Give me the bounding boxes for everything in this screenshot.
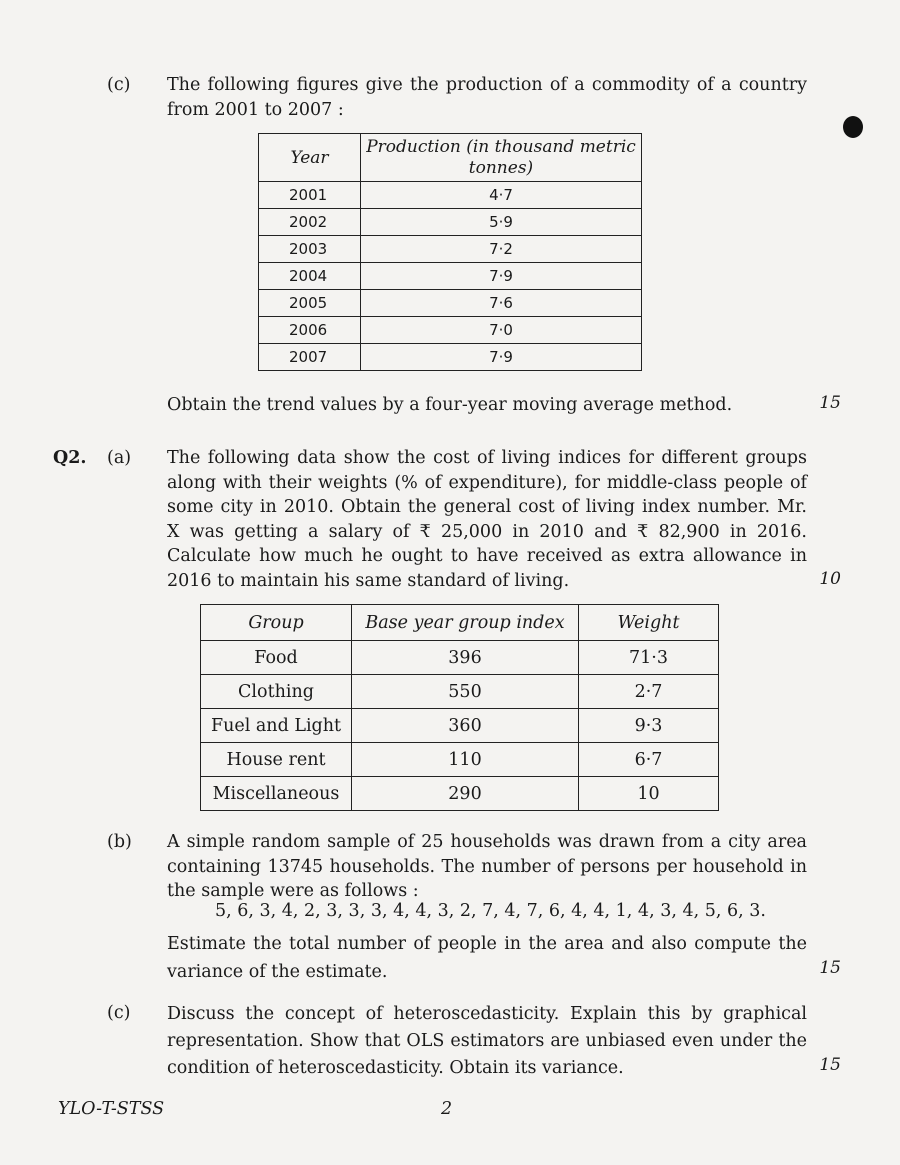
- q2a-marks: 10: [819, 569, 841, 589]
- table-row: [201, 709, 719, 743]
- group-cell: Miscellaneous: [201, 777, 352, 811]
- header-group: Group: [201, 605, 352, 641]
- q2b-label: (b): [107, 832, 132, 852]
- q2c-marks: 15: [819, 1055, 841, 1075]
- table-row: [201, 641, 719, 675]
- paper-code: YLO-T-STSS: [58, 1099, 165, 1119]
- header-weight: Weight: [579, 605, 719, 641]
- q2b-data: 5, 6, 3, 4, 2, 3, 3, 3, 4, 4, 3, 2, 7, 4, 7, 6, 4, 4, 1, 4, 3, 4, 5, 6, 3.: [215, 901, 766, 921]
- q1c-label: (c): [107, 75, 131, 95]
- weight-cell: 71·3: [579, 641, 719, 675]
- q1c-question: Obtain the trend values by a four-year moving average method.: [167, 395, 733, 415]
- table-row: [259, 236, 642, 263]
- header-year: Year: [259, 134, 361, 182]
- year-cell: 2002: [259, 209, 361, 236]
- value-cell: 7·0: [361, 317, 642, 344]
- table-row: [201, 743, 719, 777]
- value-cell: 5·9: [361, 209, 642, 236]
- index-cell: 290: [352, 777, 579, 811]
- table-row: [201, 675, 719, 709]
- production-table: [258, 133, 642, 371]
- value-cell: 7·2: [361, 236, 642, 263]
- index-cell: 550: [352, 675, 579, 709]
- weight-cell: 9·3: [579, 709, 719, 743]
- q2b-text: A simple random sample of 25 households was drawn from a city area containing 13745 households. The number of persons per household in the sample were as follows :: [167, 832, 807, 901]
- group-cell: Clothing: [201, 675, 352, 709]
- year-cell: 2004: [259, 263, 361, 290]
- table-row: [259, 263, 642, 290]
- page-number: 2: [441, 1099, 453, 1119]
- cost-of-living-table: [200, 604, 719, 811]
- group-cell: Fuel and Light: [201, 709, 352, 743]
- value-cell: 7·6: [361, 290, 642, 317]
- index-cell: 360: [352, 709, 579, 743]
- year-cell: 2006: [259, 317, 361, 344]
- table-row: [259, 317, 642, 344]
- year-cell: 2005: [259, 290, 361, 317]
- weight-cell: 2·7: [579, 675, 719, 709]
- q2c-label: (c): [107, 1003, 131, 1023]
- table-row: [259, 182, 642, 209]
- index-cell: 110: [352, 743, 579, 777]
- ink-dot-mark: [843, 116, 863, 138]
- q2-number: Q2.: [53, 448, 87, 468]
- q2a-text: The following data show the cost of living indices for different groups along with their weights (% of expenditure), for middle-class people of some city in 2010. Obtain the general cost of living index number. Mr. X was getting a salary of ₹ 25,000 in 2010 and ₹ 82,900 in 2016. Calculate how much he ought to have received as extra allowance in 2016 to maintain his same standard of living.: [167, 448, 807, 591]
- q2b-question: Estimate the total number of people in the area and also compute the variance of the estimate.: [167, 934, 807, 982]
- group-cell: Food: [201, 641, 352, 675]
- group-cell: House rent: [201, 743, 352, 777]
- table-row: [259, 344, 642, 371]
- weight-cell: 6·7: [579, 743, 719, 777]
- weight-cell: 10: [579, 777, 719, 811]
- header-production: Production (in thousand metric tonnes): [361, 134, 642, 182]
- year-cell: 2001: [259, 182, 361, 209]
- table-row: [259, 290, 642, 317]
- q2a-label: (a): [107, 448, 132, 468]
- q1c-intro: The following figures give the production of a commodity of a country from 2001 to 2007 :: [167, 75, 807, 120]
- value-cell: 4·7: [361, 182, 642, 209]
- year-cell: 2007: [259, 344, 361, 371]
- index-cell: 396: [352, 641, 579, 675]
- table-row: [201, 777, 719, 811]
- year-cell: 2003: [259, 236, 361, 263]
- table-row: [259, 209, 642, 236]
- q2b-marks: 15: [819, 958, 841, 978]
- value-cell: 7·9: [361, 344, 642, 371]
- q1c-marks: 15: [819, 393, 841, 413]
- q2c-text: Discuss the concept of heteroscedasticity. Explain this by graphical representation. Show that OLS estimators are unbiased even under the condition of heteroscedasticity. Obtain its variance.: [167, 1004, 807, 1078]
- header-base-index: Base year group index: [352, 605, 579, 641]
- value-cell: 7·9: [361, 263, 642, 290]
